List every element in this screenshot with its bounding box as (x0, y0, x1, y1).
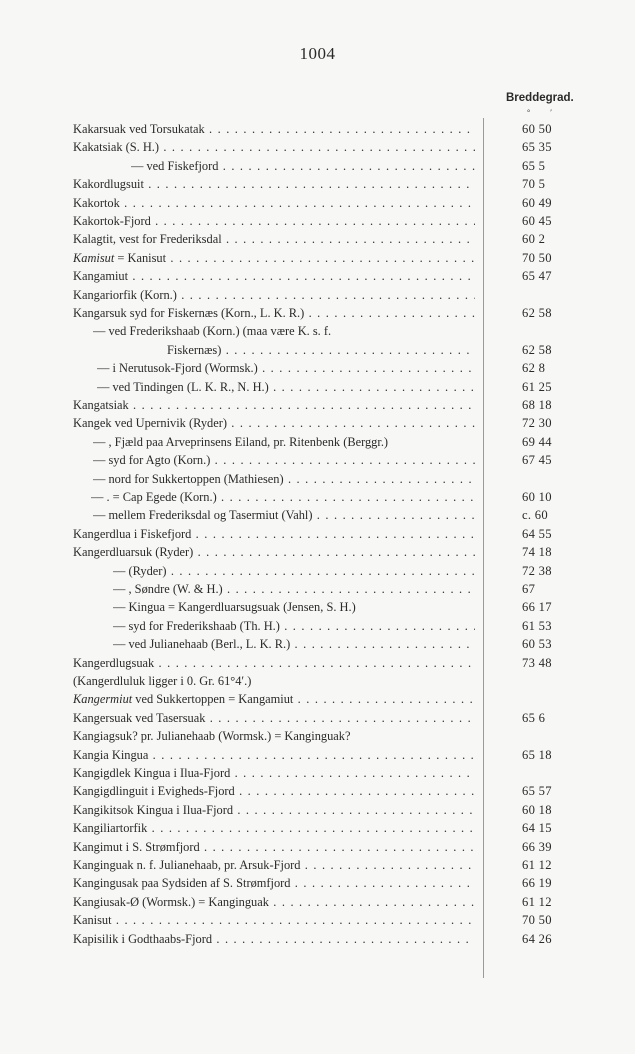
table-row (73, 120, 593, 138)
place-name (73, 727, 475, 745)
place-name-text: — (Ryder) (113, 563, 167, 578)
table-row (73, 138, 593, 156)
place-name-text: — , Fjæld paa Arveprinsens Eiland, pr. Ritenbenk (Berggr.) (93, 434, 389, 449)
latitude-value: 62 8 (522, 361, 546, 376)
table-row (73, 212, 593, 230)
place-name-text: ved Sukkertoppen = Kangamiut (132, 692, 294, 707)
table-row (73, 414, 593, 432)
latitude-value: 66 19 (522, 876, 552, 891)
latitude-value: 67 45 (522, 453, 552, 468)
page-number: 1004 (299, 44, 336, 63)
table-row (73, 617, 593, 635)
table-row (73, 782, 593, 800)
place-name-text: Kangiliartorfik (73, 821, 148, 836)
place-name-text: Kakortok-Fjord (73, 214, 151, 228)
latitude-value: 68 18 (522, 398, 552, 412)
latitude-column-header: Breddegrad. (506, 92, 574, 104)
table-row (73, 801, 593, 819)
table-row (73, 874, 593, 892)
place-name-text: Kakordlugsuit (73, 177, 144, 192)
place-name (73, 194, 475, 212)
place-name (73, 782, 475, 800)
place-name-text: Kangigdlek Kingua i Ilua-Fjord (73, 766, 231, 780)
latitude-value: 65 47 (522, 269, 552, 284)
table-row (73, 690, 593, 708)
latitude-value: 65 35 (522, 140, 552, 155)
place-name (73, 414, 475, 432)
place-name-text: Kangikitsok Kingua i Ilua-Fjord (73, 802, 234, 817)
place-name (73, 709, 475, 727)
place-name-text: — , Søndre (W. & H.) (113, 582, 223, 596)
latitude-value: 60 45 (522, 214, 552, 228)
place-name-text: — syd for Agto (Korn.) (93, 453, 211, 468)
place-name (73, 672, 475, 690)
table-row (73, 304, 593, 322)
table-row (73, 194, 593, 212)
table-row (73, 893, 593, 911)
latitude-value: 73 48 (522, 655, 552, 670)
place-name-text: Kangimut i S. Strømfjord (73, 839, 200, 854)
place-name-text: Kangarsuk syd for Fiskernæs (Korn., L. K. R.) (73, 306, 305, 320)
place-name (167, 341, 475, 359)
latitude-value: 61 53 (522, 618, 552, 633)
latitude-value: 67 (522, 582, 536, 596)
table-row (73, 543, 593, 561)
place-name (113, 598, 475, 616)
place-name (113, 562, 475, 580)
table-row (73, 506, 593, 524)
latitude-value: 74 18 (522, 545, 552, 560)
place-name-text: — ved Julianehaab (Berl., L. K. R.) (113, 637, 291, 652)
table-row (73, 672, 593, 690)
place-name-text: Kakatsiak (S. H.) (73, 140, 160, 155)
table-row (73, 727, 593, 745)
latitude-value: 64 26 (522, 931, 552, 946)
place-name-text: Kangamiut (73, 269, 129, 284)
place-name-text: Kakarsuak ved Torsukatak (73, 122, 205, 136)
table-row (73, 525, 593, 543)
latitude-value: 65 5 (522, 158, 546, 173)
place-name-text: — ved Tindingen (L. K. R., N. H.) (97, 379, 269, 394)
table-row (73, 341, 593, 359)
latitude-value: 61 12 (522, 858, 552, 872)
place-name-text: Kangingusak paa Sydsiden af S. Strømfjord (73, 876, 291, 891)
place-name (113, 580, 475, 598)
latitude-value: 61 25 (522, 379, 552, 394)
place-name (113, 635, 475, 653)
place-name-text: — syd for Frederikshaab (Th. H.) (113, 618, 280, 633)
place-name (73, 230, 475, 248)
table-row (73, 286, 593, 304)
table-row (73, 838, 593, 856)
place-name (97, 359, 475, 377)
table-row (73, 267, 593, 285)
table-row (73, 654, 593, 672)
place-name-text: = Kanisut (114, 250, 167, 265)
place-name (93, 433, 475, 451)
place-name (73, 746, 475, 764)
place-name (73, 543, 475, 561)
place-name-italic: Kangermiut (73, 692, 133, 707)
table-row (73, 930, 593, 948)
place-name-text: Kangatsiak (73, 398, 129, 412)
place-name (73, 249, 475, 267)
latitude-value: 66 17 (522, 600, 552, 615)
place-name (73, 304, 475, 322)
place-name-text: Kalagtit, vest for Frederiksdal (73, 232, 222, 247)
table-row (73, 562, 593, 580)
place-name-text: Fiskernæs) (167, 342, 222, 357)
degree-minute-units: ° ′ (527, 108, 561, 117)
table-row (73, 230, 593, 248)
place-name (73, 911, 475, 929)
place-name (97, 378, 475, 396)
latitude-value: 70 50 (522, 250, 552, 265)
latitude-value: 60 18 (522, 802, 552, 817)
table-row (73, 396, 593, 414)
table-row (73, 470, 593, 488)
place-name (93, 451, 475, 469)
place-name (73, 267, 475, 285)
latitude-value: 65 18 (522, 747, 552, 762)
latitude-value: 62 58 (522, 306, 552, 320)
place-name-text: — Kingua = Kangerdluarsugsuak (Jensen, S. H.) (113, 600, 356, 615)
latitude-value: c. 60 (522, 508, 548, 523)
place-name (73, 764, 475, 782)
place-name (73, 120, 475, 138)
table-row (73, 746, 593, 764)
place-name (73, 874, 475, 892)
place-name (73, 138, 475, 156)
place-name-text: Kangersuak ved Tasersuak (73, 710, 206, 725)
latitude-value: 70 50 (522, 913, 552, 928)
place-name (91, 488, 475, 506)
latitude-value: 66 39 (522, 839, 552, 854)
place-name-text: Kanisut (73, 913, 112, 928)
latitude-value: 64 55 (522, 526, 552, 541)
place-name-text: — ved Fiskefjord (131, 158, 219, 173)
place-name (73, 175, 475, 193)
table-row (73, 764, 593, 782)
place-name (93, 506, 475, 524)
place-name (73, 819, 475, 837)
latitude-value: 60 50 (522, 122, 552, 136)
latitude-value: 61 12 (522, 894, 552, 909)
place-name (73, 856, 475, 874)
place-name (73, 801, 475, 819)
latitude-value: 64 15 (522, 821, 552, 836)
place-name (73, 286, 475, 304)
place-name-text: Kangiusak-Ø (Wormsk.) = Kanginguak (73, 894, 269, 909)
place-name (73, 838, 475, 856)
table-row (73, 157, 593, 175)
place-name-text: Kangerdluarsuk (Ryder) (73, 545, 194, 560)
table-row (73, 359, 593, 377)
place-name-text: (Kangerdluluk ligger i 0. Gr. 61°4′.) (73, 674, 252, 688)
latitude-value: 72 38 (522, 563, 552, 578)
table-row (73, 580, 593, 598)
place-name (73, 930, 475, 948)
latitude-value: 69 44 (522, 434, 552, 449)
place-name-text: — i Nerutusok-Fjord (Wormsk.) (97, 361, 258, 376)
place-name (73, 654, 475, 672)
place-name (73, 212, 475, 230)
place-name (73, 525, 475, 543)
place-name-italic: Kamisut (73, 250, 115, 265)
table-row (73, 488, 593, 506)
table-row (73, 819, 593, 837)
place-name-text: Kangigdlinguit i Evigheds-Fjord (73, 784, 235, 799)
table-row (73, 378, 593, 396)
latitude-value: 72 30 (522, 416, 552, 431)
table-row (73, 322, 593, 340)
table-row (73, 433, 593, 451)
table-row (73, 175, 593, 193)
place-name-text: Kangia Kingua (73, 747, 149, 762)
place-name (73, 690, 475, 708)
place-name-text: Kangiagsuk? pr. Julianehaab (Wormsk.) = Kanginguak? (73, 729, 351, 744)
place-name (93, 322, 475, 340)
place-name-text: Kangek ved Upernivik (Ryder) (73, 416, 227, 431)
place-name-text: — mellem Frederiksdal og Tasermiut (Vahl) (93, 508, 313, 523)
place-name-text: Kanginguak n. f. Julianehaab, pr. Arsuk-Fjord (73, 858, 301, 872)
table-row (73, 249, 593, 267)
table-row (73, 635, 593, 653)
latitude-value: 65 6 (522, 710, 546, 725)
place-name-text: Kangerdlua i Fiskefjord (73, 526, 192, 541)
place-name-text: Kapisilik i Godthaabs-Fjord (73, 931, 213, 946)
place-name (73, 396, 475, 414)
table-row (73, 451, 593, 469)
table-row (73, 709, 593, 727)
place-name-text: — nord for Sukkertoppen (Mathiesen) (93, 471, 284, 486)
latitude-value: 60 49 (522, 195, 552, 210)
place-name-text: Kangariorfik (Korn.) (73, 287, 177, 302)
place-name-text: Kangerdlugsuak (73, 655, 155, 670)
place-name (73, 893, 475, 911)
latitude-value: 60 53 (522, 637, 552, 652)
latitude-value: 62 58 (522, 342, 552, 357)
latitude-value: 70 5 (522, 177, 546, 192)
place-name (113, 617, 475, 635)
place-name-text: — ved Frederikshaab (Korn.) (maa være K. s. f. (93, 324, 332, 339)
latitude-value: 60 2 (522, 232, 546, 247)
table-row (73, 598, 593, 616)
latitude-value: 60 10 (522, 490, 552, 504)
table-row (73, 856, 593, 874)
place-name (131, 157, 475, 175)
latitude-value: 65 57 (522, 784, 552, 799)
place-name-text: — . = Cap Egede (Korn.) (91, 490, 217, 504)
table-row (73, 911, 593, 929)
place-name (93, 470, 475, 488)
place-name-text: Kakortok (73, 195, 120, 210)
